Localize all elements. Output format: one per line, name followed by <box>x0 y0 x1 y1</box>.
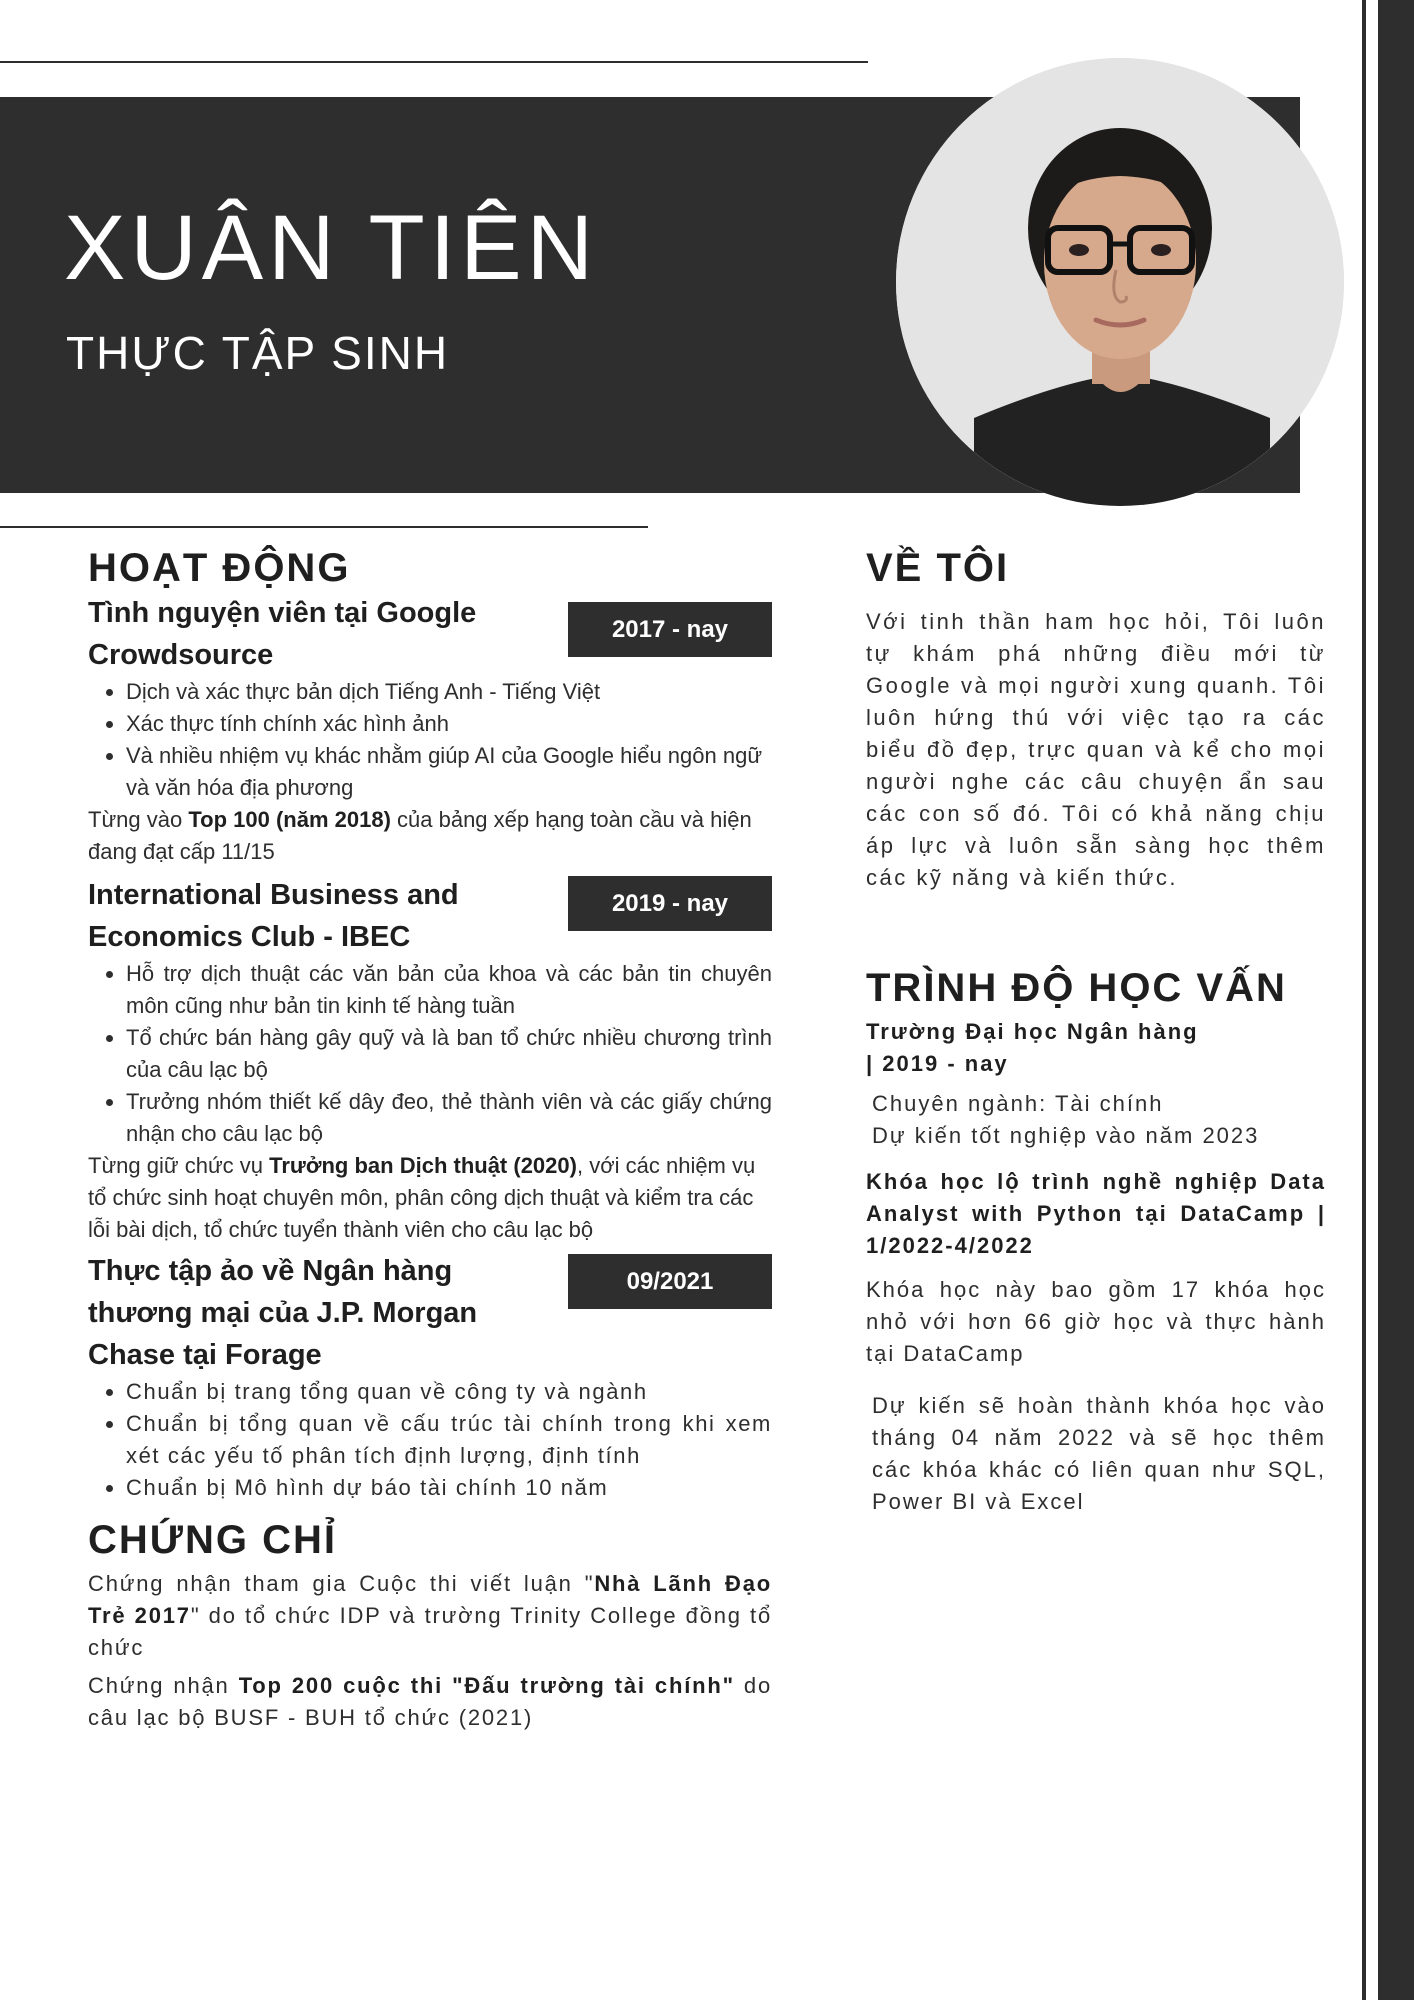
course-plan: Dự kiến sẽ hoàn thành khóa học vào tháng 04 năm 2022 và sẽ học thêm các khóa khác có liên quan như SQL, Power BI và Excel <box>872 1393 1326 1514</box>
activity-note: Từng vào Top 100 (năm 2018) của bảng xếp hạng toàn cầu và hiện đang đạt cấp 11/15 <box>88 807 752 864</box>
certificate-item: Chứng nhận Top 200 cuộc thi "Đấu trường tài chính" do câu lạc bộ BUSF - BUH tổ chức (2021) <box>88 1673 772 1730</box>
bullet-item: • Trưởng nhóm thiết kế dây đeo, thẻ thành viên và các giấy chứng nhận cho câu lạc bộ <box>126 1086 772 1150</box>
portrait-illustration <box>896 58 1344 506</box>
section-divider <box>0 526 648 528</box>
right-border-thin <box>1362 0 1366 2000</box>
course-title: Khóa học lộ trình nghề nghiệp Data Analyst with Python tại DataCamp | 1/2022-4/2022 <box>866 1169 1326 1258</box>
bullet-item: • Chuẩn bị Mô hình dự báo tài chính 10 năm <box>126 1472 772 1504</box>
school-name: Trường Đại học Ngân hàng <box>866 1019 1199 1044</box>
bullet-item: • Tổ chức bán hàng gây quỹ và là ban tổ chức nhiều chương trình của câu lạc bộ <box>126 1022 772 1086</box>
activity-bullets <box>88 676 772 804</box>
date-badge: 2019 - nay <box>568 876 772 931</box>
bullet-item: • Chuẩn bị tổng quan về cấu trúc tài chính trong khi xem xét các yếu tố phân tích định lượng, định tính <box>126 1408 772 1472</box>
activity-entry <box>88 592 772 868</box>
right-column <box>866 540 1326 1518</box>
candidate-role: THỰC TẬP SINH <box>66 327 450 379</box>
bullet-item: • Xác thực tính chính xác hình ảnh <box>126 708 772 740</box>
right-border-thick <box>1378 0 1414 2000</box>
activity-title: International Business and Economics Club - IBEC <box>88 879 459 953</box>
activity-bullets <box>88 958 772 1150</box>
about-heading: VỀ TÔI <box>866 546 1010 590</box>
candidate-name: XUÂN TIÊN <box>64 197 599 299</box>
date-badge: 09/2021 <box>568 1254 772 1309</box>
activity-note: Từng giữ chức vụ Trưởng ban Dịch thuật (2020), với các nhiệm vụ tổ chức sinh hoạt chuyên môn, phân công dịch thuật và kiểm tra các lỗi bài dịch, tổ chức tuyển thành viên cho câu lạc bộ <box>88 1153 756 1242</box>
left-column <box>88 540 772 1734</box>
bullet-item: • Dịch và xác thực bản dịch Tiếng Anh - Tiếng Việt <box>126 676 772 708</box>
profile-photo <box>896 58 1344 506</box>
activity-entry <box>88 1250 772 1504</box>
about-text: Với tinh thần ham học hỏi, Tôi luôn tự khám phá những điều mới từ Google và mọi người xung quanh. Tôi luôn hứng thú với việc tạo ra các biểu đồ đẹp, trực quan và kể cho mọi người nghe các câu chuyện ẩn sau các con số đó. Tôi có khả năng chịu áp lực và luôn sẵn sàng học thêm các kỹ năng và kiến thức. <box>866 609 1326 890</box>
activity-entry <box>88 874 772 1246</box>
activities-heading: HOẠT ĐỘNG <box>88 546 351 590</box>
graduation: Dự kiến tốt nghiệp vào năm 2023 <box>872 1123 1260 1148</box>
certificate-item: Chứng nhận tham gia Cuộc thi viết luận "Nhà Lãnh Đạo Trẻ 2017" do tổ chức IDP và trường Trinity College đồng tổ chức <box>88 1571 772 1660</box>
certificates-heading: CHỨNG CHỈ <box>88 1518 337 1562</box>
activity-title: Thực tập ảo về Ngân hàng thương mại của J.P. Morgan Chase tại Forage <box>88 1255 478 1371</box>
major: Chuyên ngành: Tài chính <box>872 1091 1164 1116</box>
school-period: | 2019 - nay <box>866 1051 1009 1076</box>
course-description: Khóa học này bao gồm 17 khóa học nhỏ với hơn 66 giờ học và thực hành tại DataCamp <box>866 1277 1326 1366</box>
bullet-item: • Chuẩn bị trang tổng quan về công ty và ngành <box>126 1376 772 1408</box>
top-divider <box>0 61 868 63</box>
activity-bullets <box>88 1376 772 1504</box>
activity-title: Tình nguyện viên tại Google Crowdsource <box>88 597 477 671</box>
bullet-item: • Hỗ trợ dịch thuật các văn bản của khoa và các bản tin chuyên môn cũng như bản tin kinh tế hàng tuần <box>126 958 772 1022</box>
date-badge: 2017 - nay <box>568 602 772 657</box>
education-heading: TRÌNH ĐỘ HỌC VẤN <box>866 966 1287 1010</box>
bullet-item: • Và nhiều nhiệm vụ khác nhằm giúp AI của Google hiểu ngôn ngữ và văn hóa địa phương <box>126 740 772 804</box>
